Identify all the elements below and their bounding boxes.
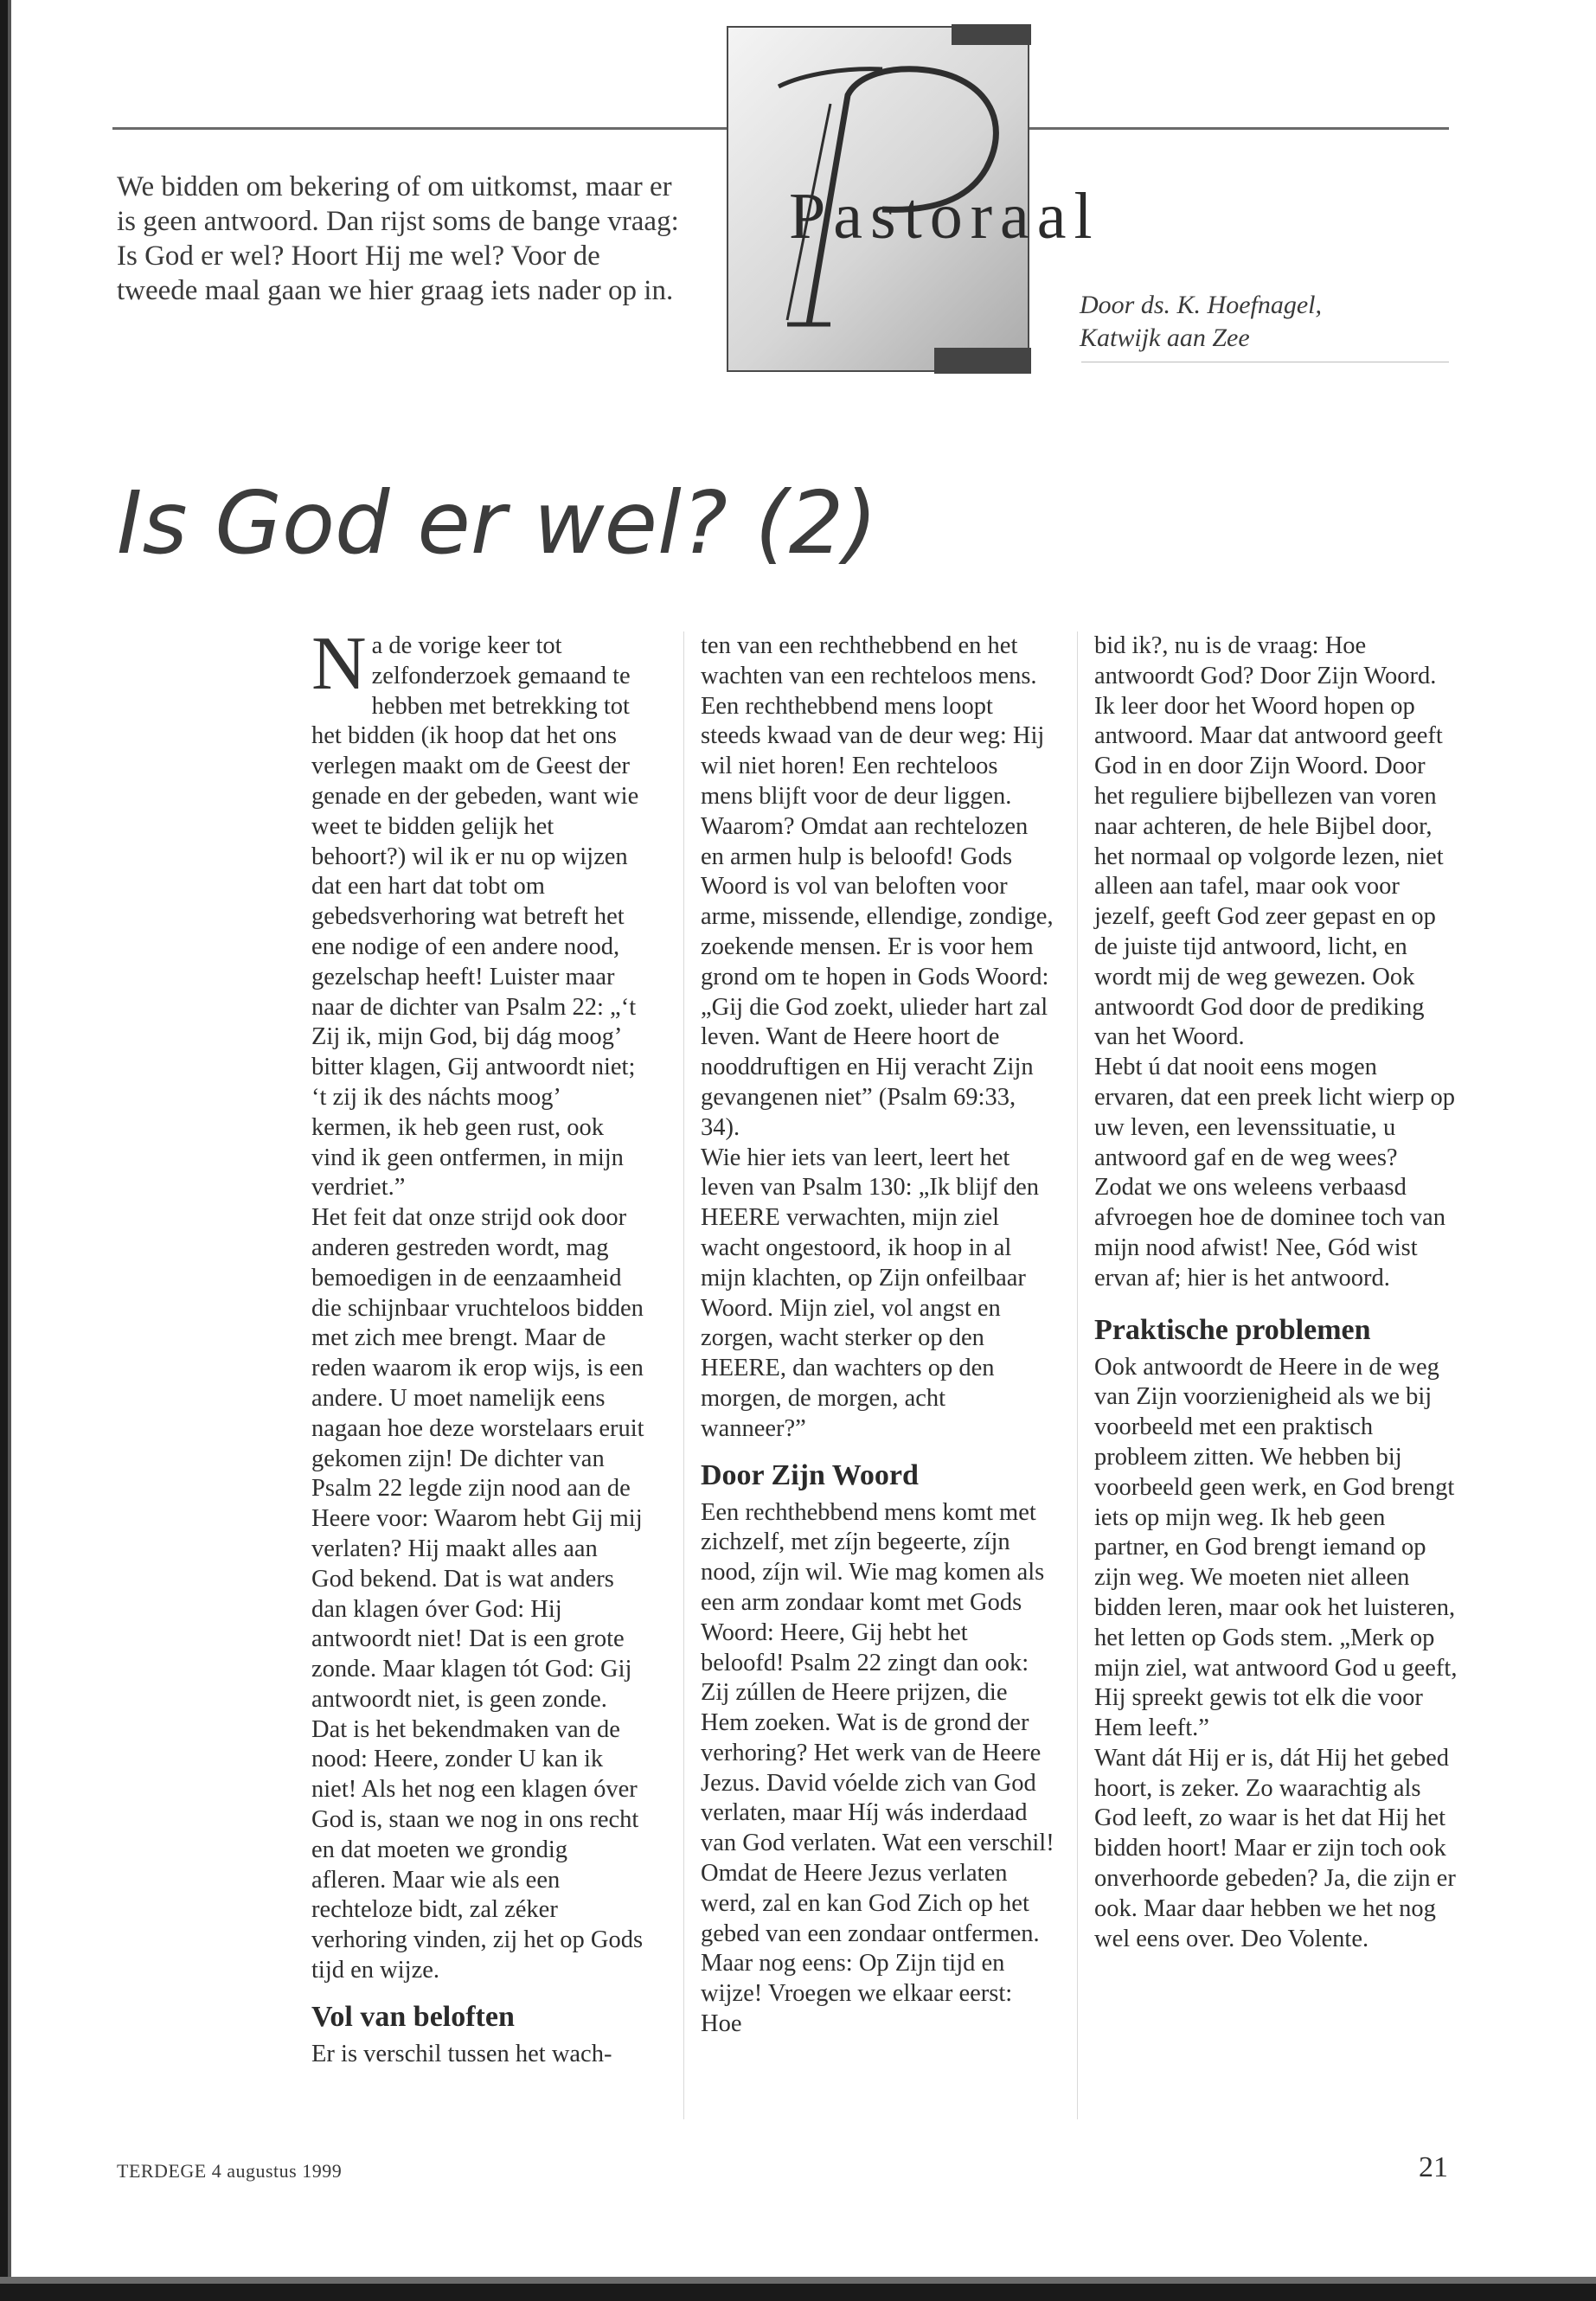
- scan-edge-left-shadow: [8, 0, 11, 2301]
- column-separator: [1077, 631, 1078, 2119]
- paragraph: bid ik?, nu is de vraag: Hoe antwoordt God? Door Zijn Woord. Ik leer door het Woord hopen op antwoord. Maar dat antwoord geeft God in en door Zijn Woord. Door het reguliere bijbellezen van voren naar achteren, de hele Bijbel door, het normaal op volgorde lezen, niet alleen aan tafel, maar ook voor jezelf, geeft God zeer gepast en op de juiste tijd antwoord, licht, en wordt mij de weg gewezen. Ook antwoordt God door de prediking van het Woord.: [1094, 632, 1444, 1051]
- article-column-2: [701, 631, 1055, 2040]
- column-separator: [683, 631, 684, 2119]
- paragraph: ten van een rechthebbend en het wachten van een rechteloos mens. Een rechthebbend mens loopt steeds kwaad van de deur weg: Hij wil niet horen! Een rechteloos mens blijft voor de deur liggen. Waarom? Omdat aan rechtelozen en armen hulp is beloofd! Gods Woord is vol van beloften voor arme, missende, ellendige, zondige, zoekende mensen. Er is voor hem grond om te hopen in Gods Woord: „Gij die God zoekt, ulieder hart zal leven. Want de Heere hoort de nooddruftigen en Hij veracht Zijn gevangenen niet” (Psalm 69:33, 34).: [701, 632, 1054, 1141]
- paragraph: Het feit dat onze strijd ook door anderen gestreden wordt, mag bemoedigen in de eenzaamheid die schijnbaar vruchteloos bidden met zich mee brengt. Maar de reden waarom ik erop wijs, is een andere. U moet namelijk eens nagaan hoe deze worstelaars eruit gekomen zijn! De dichter van Psalm 22 legde zijn nood aan de Heere voor: Waarom hebt Gij mij verlaten? Hij maakt alles aan God bekend. Dat is wat anders dan klagen óver God: Hij antwoordt niet! Dat is een grote zonde. Maar klagen tót God: Gij antwoordt niet, is geen zonde. Dat is het bekendmaken van de nood: Heere, zonder U kan ik niet! Als het nog een klagen óver God is, staan we nog in ons recht en dat moeten we grondig afleren. Maar wie als een rechteloze bidt, zal zéker verhoring vinden, zij het op Gods tijd en wijze.: [311, 1204, 644, 1984]
- paragraph: Hebt ú dat nooit eens mogen ervaren, dat een preek licht wierp op uw leven, een levenssituatie, u antwoord gaf en de weg wees? Zodat we ons weleens verbaasd afvroegen hoe de dominee toch van mijn nood afwist! Nee, Gód wist ervan af; hier is het antwoord.: [1094, 1054, 1456, 1292]
- page-number: 21: [1419, 2151, 1448, 2183]
- paragraph: Na de vorige keer tot zelfonderzoek gemaand te hebben met betrekking tot het bidden (ik hoop dat het ons verlegen maakt om de Geest der genade en der gebeden, want wie weet te bidden gelijk het behoort?) wil ik er nu op wijzen dat een hart dat tobt om gebedsverhoring wat betreft het ene nodige of een andere nood, gezelschap heeft! Luister maar naar de dichter van Psalm 22: „‘t Zij ik, mijn God, bij dág moog’ bitter klagen, Gij antwoordt niet; ‘t zij ik des náchts moog’ kermen, ik heb geen rust, ook vind ik geen ontfermen, in mijn verdriet.”: [311, 622, 639, 1202]
- byline-place: Katwijk aan Zee: [1080, 324, 1250, 352]
- drop-cap: N: [311, 622, 367, 706]
- paragraph: Ook antwoordt de Heere in de weg van Zijn voorzienigheid als we bij voorbeeld met een praktisch probleem zitten. We hebben bij voorbeeld geen werk, en God brengt iets op mijn weg. Ik heb geen partner, en God brengt iemand op zijn weg. We moeten niet alleen bidden leren, maar ook het luisteren, het letten op Gods stem. „Merk op mijn ziel, wat antwoord God u geeft, Hij spreekt gewis tot elk die voor Hem leeft.”: [1094, 1353, 1458, 1742]
- scan-edge-left: [0, 0, 8, 2301]
- byline-author: Door ds. K. Hoefnagel,: [1080, 291, 1322, 319]
- paragraph: Een rechthebbend mens komt met zichzelf, met zíjn begeerte, zíjn nood, zíjn wil. Wie mag komen als een arm zondaar komt met Gods Woord: Heere, Gij hebt het beloofd! Psalm 22 zingt dan ook: Zij zúllen de Heere prijzen, die Hem zoeken. Wat is de grond der verhoring? Het werk van de Heere Jezus. David vóelde zich van God verlaten, maar Híj wás inderdaad van God verlaten. Wat een verschil! Omdat de Heere Jezus verlaten werd, zal en kan God Zich op het gebed van een zondaar ontfermen. Maar nog eens: Op Zijn tijd en wijze! Vroegen we elkaar eerst: Hoe: [701, 1498, 1054, 2038]
- subheading: Vol van beloften: [311, 2000, 515, 2033]
- subheading: Door Zijn Woord: [701, 1458, 919, 1491]
- rubric-title: Pastoraal: [789, 180, 1100, 253]
- footer-publication: TERDEGE 4 augustus 1999: [117, 2160, 343, 2182]
- article-title: Is God er wel? (2): [117, 472, 878, 574]
- header-rule-right: [1029, 127, 1449, 130]
- scan-edge-bottom-shadow: [0, 2277, 1596, 2284]
- paragraph: Wie hier iets van leert, leert het leven van Psalm 130: „Ik blijf den HEERE verwachten, mijn ziel wacht ongestoord, ik hoop in al mijn klachten, op Zijn onfeilbaar Woord. Mijn ziel, vol angst en zorgen, wacht sterker op den HEERE, dan wachters op den morgen, de morgen, acht wanneer?”: [701, 1144, 1039, 1442]
- paragraph: Want dát Hij er is, dát Hij het gebed hoort, is zeker. Zo waarachtig als God leeft, zo waar is het dat Hij het bidden hoort! Maar er zijn toch ook onverhoorde gebeden? Ja, die zijn er ook. Maar daar hebben we het nog wel eens over. Deo Volente.: [1094, 1744, 1456, 1952]
- article-column-1: [311, 622, 644, 2070]
- paragraph: Er is verschil tussen het wach-: [311, 2040, 612, 2067]
- subheading: Praktische problemen: [1094, 1313, 1371, 1346]
- header-rule-left: [112, 127, 728, 130]
- article-column-3: [1094, 631, 1458, 1954]
- scan-edge-bottom: [0, 2284, 1596, 2301]
- intro-text: We bidden om bekering of om uitkomst, maar er is geen antwoord. Dan rijst soms de bange vraag: Is God er wel? Hoort Hij me wel? Voor de tweede maal gaan we hier graag iets nader op in.: [117, 171, 679, 306]
- byline: [1080, 289, 1443, 355]
